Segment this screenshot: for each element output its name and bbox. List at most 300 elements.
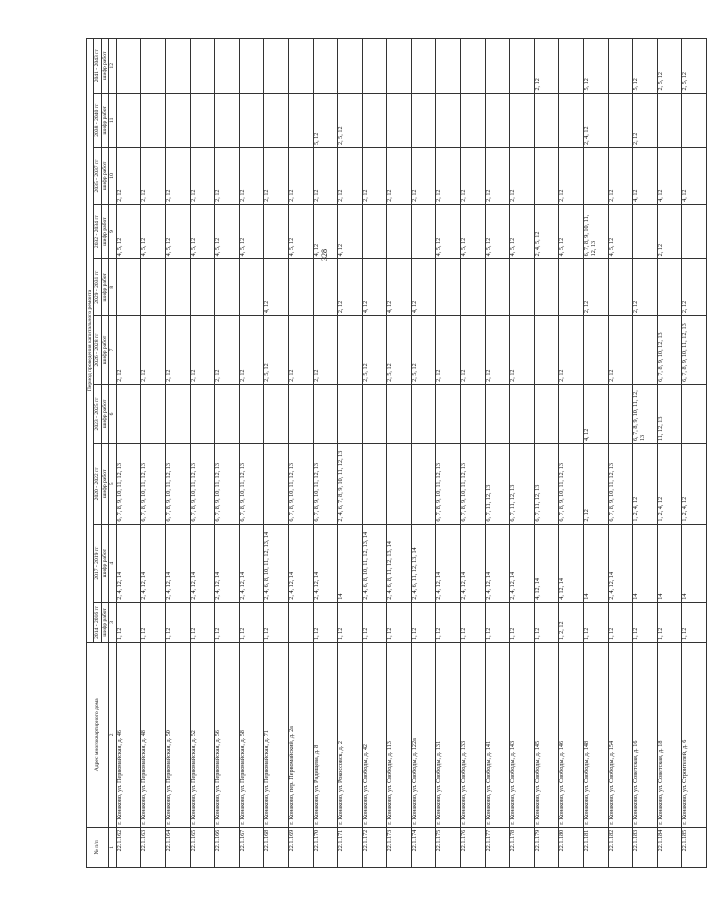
table-row [534, 39, 559, 868]
table-row [584, 39, 609, 868]
table-row [559, 39, 584, 868]
header-sub: шифр работ [101, 204, 108, 258]
row-work-codes [387, 204, 412, 258]
row-work-codes: 2, 5, 12 [682, 39, 707, 94]
row-work-codes [510, 384, 535, 443]
row-work-codes [362, 204, 387, 258]
row-number: 22.1.164 [165, 827, 190, 867]
row-work-codes: 4, 12 [313, 204, 338, 258]
row-work-codes: 1, 12 [362, 602, 387, 642]
row-work-codes [165, 93, 190, 147]
row-work-codes: 4, 5, 12 [608, 204, 633, 258]
row-work-codes: 2, 12 [116, 148, 141, 205]
row-work-codes: 6, 7, 8, 9, 10, 11, 12, 13 [116, 444, 141, 525]
row-work-codes: 1, 12 [411, 602, 436, 642]
row-work-codes [141, 39, 166, 94]
row-work-codes [510, 39, 535, 94]
row-work-codes: 1, 12 [436, 602, 461, 642]
row-work-codes: 4, 12 [411, 259, 436, 316]
row-work-codes [559, 384, 584, 443]
header-sub: шифр работ [101, 384, 108, 443]
header-num: № п/п [87, 827, 109, 867]
row-number: 22.1.166 [215, 827, 240, 867]
row-work-codes: 2, 12 [313, 148, 338, 205]
row-work-codes: 4, 12 [338, 204, 363, 258]
row-work-codes [559, 259, 584, 316]
row-work-codes: 2, 12 [411, 148, 436, 205]
row-work-codes: 6, 7, 8, 9, 10, 11, 12, 13 [313, 444, 338, 525]
row-work-codes: 1, 2, 4, 12 [657, 444, 682, 525]
row-address: г. Конаково, ул. Первомайская, д. 71 [264, 643, 289, 828]
row-work-codes: 1, 12 [584, 602, 609, 642]
row-work-codes: 1, 2, 4, 12 [682, 444, 707, 525]
row-work-codes: 2, 12 [288, 148, 313, 205]
row-work-codes: 6, 7, 8, 9, 10, 11, 12, 13 [633, 384, 658, 443]
row-work-codes [633, 204, 658, 258]
row-work-codes: 6, 7, 11, 12, 13 [485, 444, 510, 525]
row-address: г. Конаково, ул. Советская, д. 18 [657, 643, 682, 828]
row-work-codes: 2, 12 [608, 316, 633, 385]
row-work-codes [485, 259, 510, 316]
table-row [362, 39, 387, 868]
row-number: 22.1.184 [657, 827, 682, 867]
row-work-codes: 2, 4, 12, 14 [313, 524, 338, 602]
row-work-codes: 2, 12 [362, 148, 387, 205]
row-work-codes: 2, 12 [190, 316, 215, 385]
header-column-number: 3 [108, 602, 116, 642]
row-work-codes: 4, 5, 12 [510, 204, 535, 258]
row-work-codes: 6, 7, 8, 9, 10, 11, 12, 13 [141, 444, 166, 525]
row-work-codes: 2, 5, 12 [264, 316, 289, 385]
row-work-codes: 4, 5, 12 [436, 204, 461, 258]
row-work-codes: 2, 4, 12, 14 [141, 524, 166, 602]
row-address: г. Конаково, ул. Первомайская, д. 46 [116, 643, 141, 828]
row-work-codes: 4, 12 [387, 259, 412, 316]
row-work-codes [510, 259, 535, 316]
row-work-codes: 6, 7, 8, 9, 10, 11, 12, 13 [165, 444, 190, 525]
header-period: 2014 - 2016 гг [94, 602, 101, 642]
row-work-codes [288, 602, 313, 642]
row-work-codes: 1, 12 [534, 602, 559, 642]
row-work-codes: 2, 4, 6, 8, 10, 11, 12, 13, 14 [362, 524, 387, 602]
row-work-codes [215, 259, 240, 316]
row-work-codes: 2, 5, 12 [657, 39, 682, 94]
row-work-codes: 1, 12 [682, 602, 707, 642]
row-work-codes: 4, 12 [682, 148, 707, 205]
header-sub: шифр работ [101, 93, 108, 147]
row-address: г. Конаково, ул. Свободы, д. 148 [584, 643, 609, 828]
row-work-codes [534, 93, 559, 147]
row-work-codes [313, 259, 338, 316]
row-work-codes: 1, 12 [387, 602, 412, 642]
header-sub: шифр работ [101, 524, 108, 602]
row-work-codes [682, 204, 707, 258]
row-work-codes [436, 259, 461, 316]
table-row [387, 39, 412, 868]
row-work-codes [608, 39, 633, 94]
row-address: г. Конаково, ул. Свободы, д. 146 [559, 643, 584, 828]
row-work-codes: 2, 4, 6, 11, 12, 13, 14 [411, 524, 436, 602]
row-work-codes: 1, 12 [608, 602, 633, 642]
row-work-codes: 2, 12 [165, 148, 190, 205]
row-work-codes: 1, 12 [264, 602, 289, 642]
row-work-codes [288, 259, 313, 316]
row-work-codes: 4, 5, 12 [288, 204, 313, 258]
row-work-codes: 4, 12 [657, 148, 682, 205]
row-work-codes: 1, 12 [338, 602, 363, 642]
row-work-codes: 4, 12 [633, 148, 658, 205]
row-work-codes [165, 259, 190, 316]
row-work-codes: 2, 4, 12, 14 [288, 524, 313, 602]
row-work-codes: 5, 12 [633, 39, 658, 94]
row-work-codes [141, 384, 166, 443]
row-work-codes: 2, 12 [141, 148, 166, 205]
row-work-codes [338, 316, 363, 385]
row-work-codes: 2, 4, 12, 14 [608, 524, 633, 602]
row-work-codes [411, 384, 436, 443]
row-address: г. Конаково, ул. Свободы, д. 113 [387, 643, 412, 828]
row-work-codes: 2, 12 [485, 148, 510, 205]
row-address: г. Конаково, ул. Первомайская, д. 56 [215, 643, 240, 828]
row-number: 22.1.173 [387, 827, 412, 867]
row-work-codes: 1, 2, 12 [559, 602, 584, 642]
row-work-codes: 14 [633, 524, 658, 602]
row-number: 22.1.165 [190, 827, 215, 867]
row-work-codes: 1, 12 [215, 602, 240, 642]
row-number: 22.1.180 [559, 827, 584, 867]
header-column-number: 1 [108, 827, 116, 867]
header-column-number: 2 [108, 643, 116, 828]
header-column-number: 12 [108, 39, 116, 94]
row-number: 22.1.175 [436, 827, 461, 867]
header-period: 2035 - 2037 гг [94, 148, 101, 205]
row-number: 22.1.169 [288, 827, 313, 867]
row-work-codes [264, 444, 289, 525]
row-work-codes: 2, 12 [141, 316, 166, 385]
header-sub: шифр работ [101, 259, 108, 316]
row-work-codes: 2, 12 [239, 148, 264, 205]
row-work-codes: 5, 12 [584, 39, 609, 94]
header-column-number: 5 [108, 444, 116, 525]
header-sub: шифр работ [101, 444, 108, 525]
row-work-codes [239, 39, 264, 94]
table-row [264, 39, 289, 868]
row-work-codes [461, 93, 486, 147]
row-work-codes [264, 204, 289, 258]
row-number: 22.1.170 [313, 827, 338, 867]
row-work-codes [387, 39, 412, 94]
row-address: г. Конаково, ул. Свободы, д. 141 [485, 643, 510, 828]
row-number: 22.1.171 [338, 827, 363, 867]
row-work-codes [215, 384, 240, 443]
row-address: г. Конаково, ул. Свободы, д. 143 [510, 643, 535, 828]
row-work-codes: 4, 12 [264, 259, 289, 316]
row-number: 22.1.178 [510, 827, 535, 867]
row-work-codes [682, 384, 707, 443]
header-sub: шифр работ [101, 602, 108, 642]
row-work-codes: 6, 7, 11, 12, 13 [510, 444, 535, 525]
row-work-codes [633, 316, 658, 385]
row-work-codes [264, 384, 289, 443]
row-work-codes [436, 39, 461, 94]
row-address: г. Конаково, ул. Свободы, д. 154 [608, 643, 633, 828]
row-work-codes: 2, 12 [436, 148, 461, 205]
row-work-codes [362, 39, 387, 94]
row-work-codes [190, 93, 215, 147]
row-work-codes: 6, 7, 8, 9, 10, 11, 12, 13 [190, 444, 215, 525]
row-number: 22.1.185 [682, 827, 707, 867]
row-work-codes [362, 444, 387, 525]
row-work-codes [338, 39, 363, 94]
row-work-codes [436, 93, 461, 147]
row-work-codes: 2, 12 [559, 316, 584, 385]
row-work-codes: 2, 12 [584, 444, 609, 525]
row-work-codes [313, 384, 338, 443]
row-number: 22.1.179 [534, 827, 559, 867]
row-address: г. Конаково, ул. Свободы, д. 133 [461, 643, 486, 828]
row-work-codes: 2, 12 [165, 316, 190, 385]
row-work-codes: 6, 7, 8, 9, 10, 11, 12, 13 [461, 444, 486, 525]
row-work-codes [461, 39, 486, 94]
row-work-codes: 2, 12 [190, 148, 215, 205]
header-sub: шифр работ [101, 148, 108, 205]
row-work-codes: 2, 4, 12, 14 [190, 524, 215, 602]
row-work-codes [116, 384, 141, 443]
header-period: 2029 - 2031 гг [94, 259, 101, 316]
row-work-codes: 14 [657, 524, 682, 602]
row-work-codes: 6, 7, 8, 9, 10, 11, 12, 13 [215, 444, 240, 525]
row-work-codes: 4, 5, 12 [485, 204, 510, 258]
row-work-codes: 6, 7, 8, 9, 10, 11, 12, 13 [682, 316, 707, 385]
row-work-codes [264, 39, 289, 94]
row-work-codes [288, 384, 313, 443]
row-work-codes [485, 93, 510, 147]
row-address: г. Конаково, ул. Рокоссовск, д. 2 [338, 643, 363, 828]
row-work-codes: 2, 12 [485, 316, 510, 385]
row-work-codes [608, 259, 633, 316]
row-number: 22.1.174 [411, 827, 436, 867]
row-number: 22.1.182 [608, 827, 633, 867]
row-work-codes: 1, 12 [485, 602, 510, 642]
row-work-codes: 2, 4, 5, 12 [534, 204, 559, 258]
row-work-codes: 2, 12 [584, 259, 609, 316]
row-number: 22.1.181 [584, 827, 609, 867]
row-work-codes: 4, 5, 12 [116, 204, 141, 258]
row-work-codes [116, 39, 141, 94]
row-work-codes: 2, 12 [633, 93, 658, 147]
row-work-codes [657, 93, 682, 147]
row-number: 22.1.183 [633, 827, 658, 867]
row-number: 22.1.177 [485, 827, 510, 867]
header-column-number: 4 [108, 524, 116, 602]
row-work-codes: 1, 12 [141, 602, 166, 642]
row-work-codes [215, 93, 240, 147]
table-row [633, 39, 658, 868]
row-work-codes: 6, 7, 8, 9, 10, 11, 12, 13 [436, 444, 461, 525]
row-work-codes: 1, 12 [239, 602, 264, 642]
row-number: 22.1.163 [141, 827, 166, 867]
header-address: Адрес многоквартирного дома [87, 643, 109, 828]
row-work-codes [534, 148, 559, 205]
row-work-codes: 2, 5, 12 [362, 316, 387, 385]
row-work-codes: 2, 4, 12, 14 [215, 524, 240, 602]
row-work-codes: 6, 7, 8, 9, 10, 12, 13 [657, 316, 682, 385]
row-work-codes: 2, 12 [461, 148, 486, 205]
header-period: 2032 - 2034 гг [94, 204, 101, 258]
row-work-codes: 1, 12 [633, 602, 658, 642]
row-work-codes: 2, 5, 12 [411, 316, 436, 385]
row-address: г. Конаково, ул. Первомайская, д. 48 [141, 643, 166, 828]
row-work-codes [239, 259, 264, 316]
row-work-codes: 2, 4, 12, 14 [436, 524, 461, 602]
row-work-codes: 2, 12 [264, 148, 289, 205]
header-sub: шифр работ [101, 39, 108, 94]
row-address: г. Конаково, ул. Свободы, д. 145 [534, 643, 559, 828]
row-work-codes [141, 259, 166, 316]
row-work-codes: 4, 5, 12 [461, 204, 486, 258]
row-work-codes: 2, 12 [510, 316, 535, 385]
row-work-codes [387, 384, 412, 443]
row-address: г. Конаково, ул. Советская, д. 16 [633, 643, 658, 828]
header-period: 2038 - 2040 гг [94, 93, 101, 147]
row-work-codes: 2, 12 [534, 39, 559, 94]
row-address: г. Конаково, ул. Радищева, д. 8 [313, 643, 338, 828]
row-work-codes [534, 384, 559, 443]
row-work-codes [510, 93, 535, 147]
row-work-codes [165, 384, 190, 443]
row-work-codes [387, 93, 412, 147]
row-work-codes: 14 [338, 524, 363, 602]
row-work-codes: 2, 12 [215, 316, 240, 385]
header-row-top [87, 39, 94, 868]
row-work-codes [288, 39, 313, 94]
row-work-codes: 2, 4, 12, 14 [510, 524, 535, 602]
row-address: г. Конаково, ул. Первомайская, д. 52 [190, 643, 215, 828]
row-work-codes [608, 384, 633, 443]
row-number: 22.1.172 [362, 827, 387, 867]
row-work-codes [485, 384, 510, 443]
row-work-codes [411, 93, 436, 147]
row-work-codes: 1, 12 [313, 602, 338, 642]
row-work-codes [534, 316, 559, 385]
table-row [338, 39, 363, 868]
row-work-codes: 2, 4, 12, 14 [165, 524, 190, 602]
row-work-codes: 2, 12 [559, 148, 584, 205]
row-work-codes [190, 259, 215, 316]
row-work-codes: 2, 12 [682, 259, 707, 316]
header-column-number: 10 [108, 148, 116, 205]
row-work-codes: 4, 12 [584, 384, 609, 443]
header-column-number: 6 [108, 384, 116, 443]
row-work-codes [215, 39, 240, 94]
row-address: г. Конаково, ул. Строителей, д. 6 [682, 643, 707, 828]
row-work-codes: 14 [682, 524, 707, 602]
table-row [215, 39, 240, 868]
row-work-codes: 6, 7, 8, 9, 10, 11, 12, 13 [288, 444, 313, 525]
row-number: 22.1.176 [461, 827, 486, 867]
row-work-codes: 2, 4, 6, 8, 10, 11, 12, 13, 14 [264, 524, 289, 602]
row-work-codes: 4, 5, 12 [141, 204, 166, 258]
row-address: г. Конаково, ул. Свободы, д. 131 [436, 643, 461, 828]
header-column-number: 8 [108, 259, 116, 316]
row-work-codes: 6, 7, 11, 12, 13 [534, 444, 559, 525]
row-work-codes: 1, 12 [190, 602, 215, 642]
row-work-codes [411, 204, 436, 258]
capital-repair-schedule-table [86, 38, 707, 868]
row-address: г. Конаково, ул. Свободы, д. 122а [411, 643, 436, 828]
row-work-codes: 2, 12 [633, 259, 658, 316]
row-work-codes [657, 259, 682, 316]
row-work-codes: 2, 4, 6, 8, 11, 12, 13, 14 [387, 524, 412, 602]
table-row [608, 39, 633, 868]
row-work-codes: 1, 2, 4, 12 [633, 444, 658, 525]
row-work-codes: 2, 12 [608, 148, 633, 205]
row-work-codes [387, 444, 412, 525]
row-work-codes [190, 39, 215, 94]
rotated-table-area [86, 38, 689, 868]
row-work-codes [534, 259, 559, 316]
row-work-codes: 1, 12 [510, 602, 535, 642]
row-work-codes [411, 444, 436, 525]
row-work-codes: 2, 4, 12, 14 [461, 524, 486, 602]
row-work-codes: 2, 4, 12, 14 [485, 524, 510, 602]
row-work-codes: 1, 12 [657, 602, 682, 642]
row-work-codes [116, 259, 141, 316]
row-work-codes: 1, 12 [165, 602, 190, 642]
row-work-codes [239, 384, 264, 443]
row-work-codes [288, 93, 313, 147]
header-period: 2041 - 2043 гг [94, 39, 101, 94]
header-period: 2017 - 2019 гг [94, 524, 101, 602]
row-number: 22.1.168 [264, 827, 289, 867]
row-work-codes [141, 93, 166, 147]
row-work-codes: 1, 12 [116, 602, 141, 642]
row-work-codes: 2, 5, 12 [338, 93, 363, 147]
page-number: 328 [320, 249, 329, 261]
row-work-codes: 2, 12 [116, 316, 141, 385]
table-row [485, 39, 510, 868]
table-row [116, 39, 141, 868]
row-work-codes: 4, 5, 12 [190, 204, 215, 258]
row-address: г. Конаково, ул. Первомайская, д. 58 [239, 643, 264, 828]
row-work-codes [313, 39, 338, 94]
header-period: 2020 - 2022 гг [94, 444, 101, 525]
row-work-codes: 2, 12 [239, 316, 264, 385]
header-period-group: Период проведения капитального ремонта [87, 39, 94, 643]
table-row [190, 39, 215, 868]
row-work-codes: 2, 5, 12 [387, 316, 412, 385]
row-work-codes [559, 39, 584, 94]
header-column-number: 11 [108, 93, 116, 147]
row-work-codes [436, 384, 461, 443]
header-sub: шифр работ [101, 316, 108, 385]
table-row [436, 39, 461, 868]
row-work-codes: 4, 12, 14 [559, 524, 584, 602]
table-row [657, 39, 682, 868]
row-work-codes: 4, 12, 14 [534, 524, 559, 602]
table-row [313, 39, 338, 868]
row-work-codes [362, 384, 387, 443]
row-work-codes: 6, 7, 8, 9, 10, 11, 12, 13 [608, 444, 633, 525]
row-number: 22.1.162 [116, 827, 141, 867]
row-work-codes [461, 384, 486, 443]
row-work-codes: 1, 12 [461, 602, 486, 642]
row-work-codes [338, 384, 363, 443]
row-work-codes: 2, 12 [461, 316, 486, 385]
row-work-codes: 2, 12 [338, 259, 363, 316]
row-work-codes: 2, 4, 12, 14 [116, 524, 141, 602]
table-row [165, 39, 190, 868]
